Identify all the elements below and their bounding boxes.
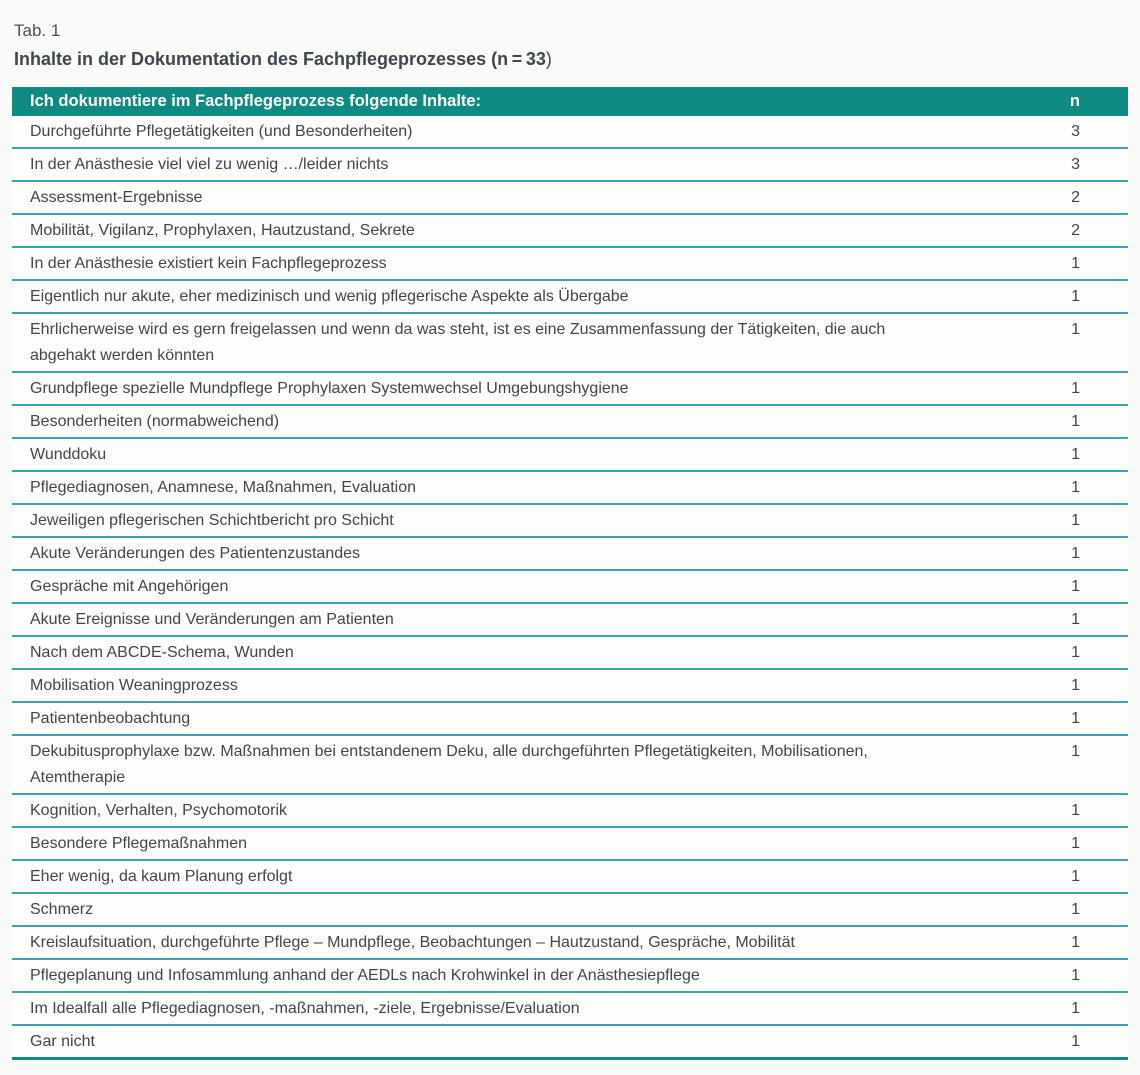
- table-row: [12, 505, 1128, 538]
- row-text: Besonderheiten (normabweichend): [30, 413, 280, 430]
- row-count: 1: [1071, 512, 1080, 529]
- row-count: 2: [1071, 189, 1080, 206]
- row-count: 1: [1071, 288, 1080, 305]
- table-row: [12, 472, 1128, 505]
- row-text: Grundpflege spezielle Mundpflege Prophylaxen Systemwechsel Umgebungshygiene: [30, 380, 629, 397]
- table-row: [12, 149, 1128, 182]
- table-header-count-label: n: [1069, 92, 1080, 110]
- row-count: 3: [1071, 123, 1080, 140]
- table-row: [12, 828, 1128, 861]
- table-row: [12, 670, 1128, 703]
- row-text: Gar nicht: [30, 1033, 95, 1050]
- row-text: Mobilität, Vigilanz, Prophylaxen, Hautzustand, Sekrete: [30, 222, 415, 239]
- table-row: [12, 960, 1128, 993]
- table-row: [12, 604, 1128, 637]
- row-text: Im Idealfall alle Pflegediagnosen, -maßnahmen, -ziele, Ergebnisse/Evaluation: [30, 1000, 580, 1017]
- table-title: [14, 48, 1128, 71]
- row-count: 1: [1071, 321, 1080, 338]
- row-text: Gespräche mit Angehörigen: [30, 578, 229, 595]
- row-count: 1: [1071, 1033, 1080, 1050]
- row-text: Kognition, Verhalten, Psychomotorik: [30, 802, 288, 819]
- row-count: 1: [1071, 710, 1080, 727]
- row-count: 2: [1071, 222, 1080, 239]
- row-text: Pflegeplanung und Infosammlung anhand der AEDLs nach Krohwinkel in der Anästhesiepflege: [30, 967, 700, 984]
- row-text: Pflegediagnosen, Anamnese, Maßnahmen, Evaluation: [30, 479, 417, 496]
- table-row: [12, 215, 1128, 248]
- row-count: 1: [1071, 677, 1080, 694]
- table-row: [12, 861, 1128, 894]
- row-text: Eher wenig, da kaum Planung erfolgt: [30, 868, 293, 885]
- row-text: In der Anästhesie existiert kein Fachpflegeprozess: [30, 255, 387, 272]
- row-text: Wunddoku: [30, 446, 107, 463]
- table-row: [12, 406, 1128, 439]
- row-count: 1: [1071, 743, 1080, 760]
- table-row: [12, 182, 1128, 215]
- table-row: [12, 894, 1128, 927]
- table-row: [12, 736, 1128, 795]
- row-count: 1: [1071, 446, 1080, 463]
- row-count: 1: [1071, 967, 1080, 984]
- row-text: Assessment-Ergebnisse: [30, 189, 203, 206]
- row-count: 1: [1071, 868, 1080, 885]
- documentation-table: [12, 87, 1128, 1060]
- row-count: 1: [1071, 934, 1080, 951]
- row-text: Patientenbeobachtung: [30, 710, 191, 727]
- table-number-label: Tab. 1: [14, 21, 61, 40]
- table-row: [12, 1026, 1128, 1060]
- table-header-content-label: Ich dokumentiere im Fachpflegeprozess folgende Inhalte:: [30, 92, 482, 110]
- row-text: Eigentlich nur akute, eher medizinisch und wenig pflegerische Aspekte als Übergabe: [30, 288, 629, 305]
- row-count: 1: [1071, 901, 1080, 918]
- table-row: [12, 314, 1128, 373]
- row-text: Akute Veränderungen des Patientenzustandes: [30, 545, 361, 562]
- table-row: [12, 439, 1128, 472]
- row-count: 1: [1071, 835, 1080, 852]
- row-count: 1: [1071, 802, 1080, 819]
- table-body: [12, 116, 1128, 1060]
- table-row: [12, 538, 1128, 571]
- table-row: [12, 116, 1128, 149]
- table-row: [12, 795, 1128, 828]
- row-text: Mobilisation Weaningprozess: [30, 677, 238, 694]
- row-text: Dekubitusprophylaxe bzw. Maßnahmen bei entstandenem Deku, alle durchgeführten Pflegetätigkeiten, Mobilisationen, Atemtherapie: [30, 743, 868, 786]
- table-row: [12, 373, 1128, 406]
- table-title-text: Inhalte in der Dokumentation des Fachpflegeprozesses (n = 33: [14, 49, 546, 69]
- row-count: 1: [1071, 644, 1080, 661]
- row-count: 3: [1071, 156, 1080, 173]
- row-text: Akute Ereignisse und Veränderungen am Patienten: [30, 611, 394, 628]
- row-count: 1: [1071, 578, 1080, 595]
- row-count: 1: [1071, 380, 1080, 397]
- row-count: 1: [1071, 255, 1080, 272]
- row-text: Jeweiligen pflegerischen Schichtbericht pro Schicht: [30, 512, 394, 529]
- row-count: 1: [1071, 479, 1080, 496]
- table-row: [12, 281, 1128, 314]
- row-text: Besondere Pflegemaßnahmen: [30, 835, 248, 852]
- table-row: [12, 703, 1128, 736]
- table-row: [12, 248, 1128, 281]
- row-text: In der Anästhesie viel viel zu wenig …/leider nichts: [30, 156, 389, 173]
- table-title-suffix: ): [545, 49, 552, 69]
- row-text: Kreislaufsituation, durchgeführte Pflege – Mundpflege, Beobachtungen – Hautzustand, Gespräche, Mobilität: [30, 934, 795, 951]
- row-count: 1: [1071, 1000, 1080, 1017]
- row-text: Ehrlicherweise wird es gern freigelassen und wenn da was steht, ist es eine Zusammenfassung der Tätigkeiten, die auch abgehakt werden könnten: [30, 321, 886, 364]
- row-count: 1: [1071, 413, 1080, 430]
- row-text: Nach dem ABCDE-Schema, Wunden: [30, 644, 294, 661]
- table-row: [12, 993, 1128, 1026]
- table-header-row: [12, 87, 1128, 116]
- table-row: [12, 571, 1128, 604]
- table-row: [12, 637, 1128, 670]
- table-row: [12, 927, 1128, 960]
- row-text: Durchgeführte Pflegetätigkeiten (und Besonderheiten): [30, 123, 413, 140]
- row-text: Schmerz: [30, 901, 94, 918]
- row-count: 1: [1071, 545, 1080, 562]
- row-count: 1: [1071, 611, 1080, 628]
